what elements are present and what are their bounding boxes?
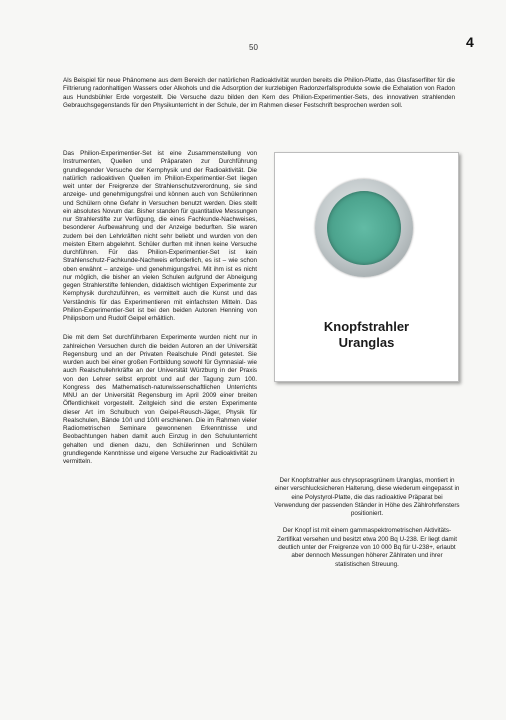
caption-paragraph: Der Knopfstrahler aus chrysoprasgrünem Uranglas, montiert in einer verschlucksicheren Halterung, diese wiederum eingepasst in eine Polystyrol-Platte, die das radioaktive Präparat bei Verwendung der passenden Ständer in Höhe des Zählrohrfensters positioniert.: [274, 477, 460, 518]
corner-mark: 4: [466, 34, 474, 50]
figure-caption: [274, 477, 460, 578]
caption-paragraph: Der Knopf ist mit einem gammaspektrometrischen Aktivitäts-Zertifikat versehen und besitzt etwa 200 Bq U-238. Er liegt damit deutlich unter der Freigrenze von 10 000 Bq für U-238+, erlaubt aber dennoch Messungen höherer Zählraten und ihrer statistischen Streuung.: [277, 527, 457, 568]
figure-title-line: Knopfstrahler: [323, 319, 410, 334]
button-source-photo: [315, 179, 413, 277]
figure-box: [274, 152, 459, 382]
uranium-glass-disc: [327, 191, 401, 265]
body-paragraph: Das Philion-Experimentier-Set ist eine Zusammenstellung von Instrumenten, Quellen und Präparaten zur Durchführung grundlegender Versuche der Kernphysik und der Radioaktivität. Die natürlich radioaktiven Quellen im Philion-Experimentier-Set liegen weit unter der Freigrenze der Strahlenschutzverordnung, sie sind anzeige- und genehmigungsfrei und können auch von Schülerinnen und Schülern ohne Gefahr in Versuchen benutzt werden. Dies stellt ein absolutes Novum dar. Bisher standen für quantitative Messungen nur Strahlerstifte zur Verfügung, die eines Fachkunde-Nachweises, besonderer Aufbewahrung und der Anzeige bedurften. Sie waren zudem bei den Lehrkräften nicht sehr beliebt und wurden von den meisten Eltern abgelehnt. Schüler durften mit ihnen keine Versuche durchführen. Für das Philion-Experimentier-Set ist kein Strahlenschutz-Fachkunde-Nachweis erforderlich, es ist – wie schon oben erwähnt – anzeige- und genehmigungsfrei. Mit ihm ist es nicht nur möglich, die bisher an vielen Schulen aufgrund der Abneigung gegen Strahlerstifte fehlenden, didaktisch wichtigen Experimente zur Kernphysik durchzuführen, es vermittelt auch die Kunst und das Verständnis für das Experimentieren mit einfachsten Mitteln. Das Philion-Experimentier-Set ist bei den beiden Autoren Henning von Philipsborn und Rudolf Geipel erhältlich.: [63, 150, 257, 322]
figure-title: [275, 319, 458, 351]
figure-title-line: Uranglas: [338, 335, 395, 350]
left-column: [63, 150, 257, 477]
body-paragraph: Die mit dem Set durchführbaren Experimente wurden nicht nur in zahlreichen Versuchen durch die beiden Autoren an der Universität Regensburg und an der Privaten Realschule Pindl getestet. Sie wurden auch bei einer großen Fortbildung sowohl für Gymnasial- wie auch Realschullehrkräfte an der Universität Würzburg in der Praxis von den Lehrer selbst erprobt und auf der Tagung zum 100. Kongress des Mathematisch-naturwissenschaftlichen Unterrichts MNU an der Universität Regensburg im April 2009 einer breiten Öffentlichkeit vorgestellt. Zeitgleich sind die ersten Experimente dieser Art im Schulbuch von Geipel-Reusch-Jäger, Physik für Realschulen, Bände 10/I und 10/II erschienen. Die im Rahmen vieler Radiometrischen Seminare gewonnenen Erkenntnisse und Beobachtungen haben damit auch Einzug in den Schulunterricht gehalten und dienen dazu, den Schülerinnen und Schülern grundlegende Kenntnisse und eigene Versuche zur Radioaktivität zu vermitteln.: [63, 334, 257, 465]
intro-paragraph: Als Beispiel für neue Phänomene aus dem Bereich der natürlichen Radioaktivität wurden bereits die Philion-Platte, das Glasfaserfilter für die Filtrierung radonhaltigen Wassers oder Alkohols und die Adsorption der kurzlebigen Radonzerfallsprodukte sowie die Exhalation von Radon aus Hundsbühler Erde vorgestellt. Die Versuche dazu bilden den Kern des Philion-Experimentier-Sets, des innovativen strahlenden Gebrauchsgegenstands für den Physikunterricht in der Schule, der im Rahmen dieser Festschrift besprochen werden soll.: [63, 77, 455, 109]
page-number: 50: [249, 43, 258, 52]
